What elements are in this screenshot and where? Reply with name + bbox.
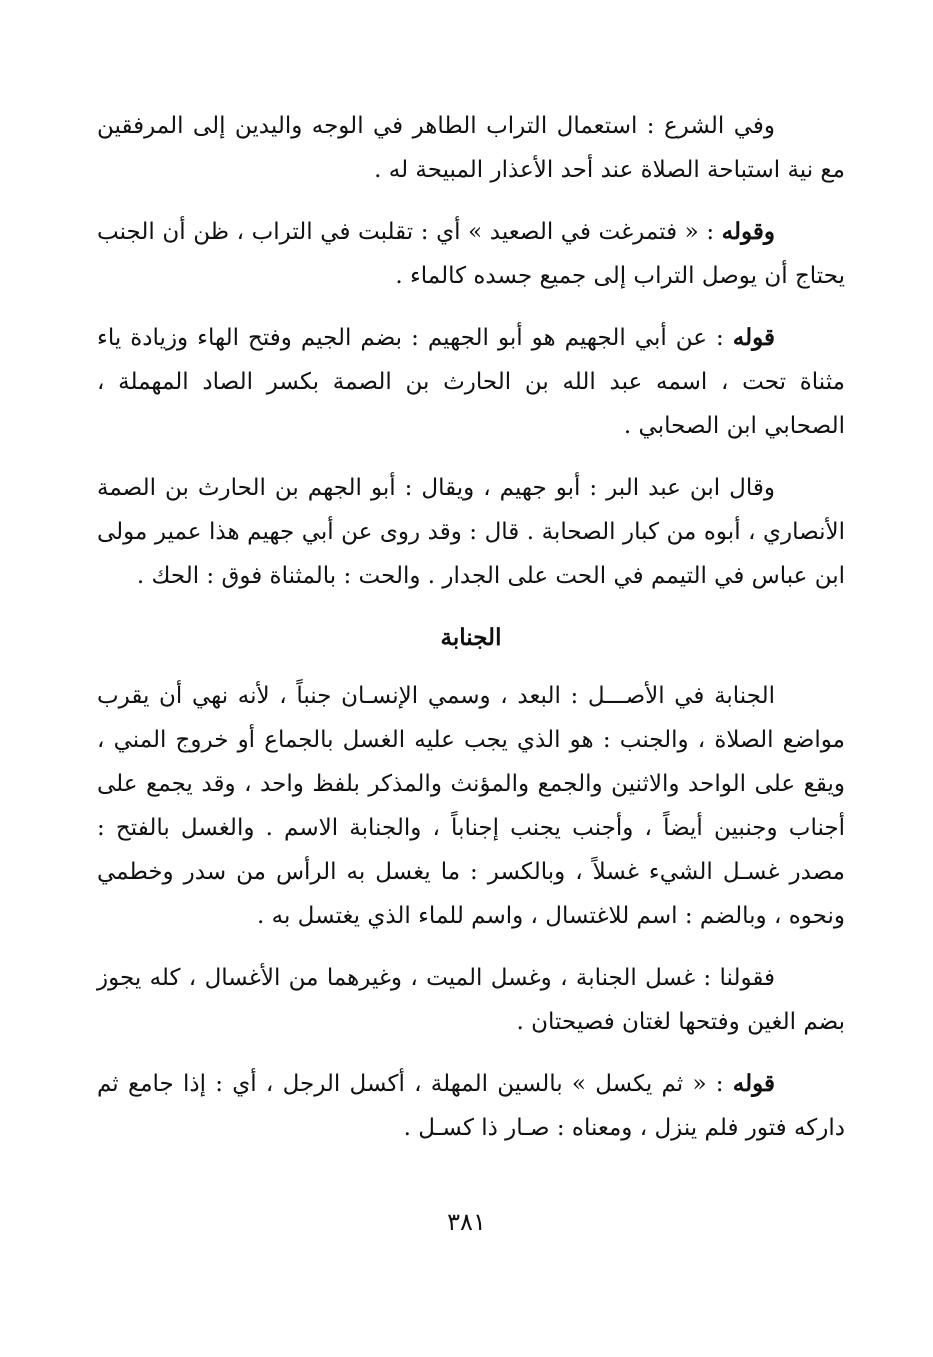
paragraph-text: وقال ابن عبد البر : أبو جهيم ، ويقال : أبو الجهم بن الحارث بن الصمة الأنصاري ، أبوه من كبار الصحابة . قال : وقد روى عن أبي جهيم هذا عمير مولى ابن عباس في التيمم في الحت على الجدار . والحت : بالمثناة فوق : الحك . xyxy=(97,475,845,589)
paragraph-keyword: وقوله xyxy=(721,218,775,245)
paragraph-ibn-abd-al-barr xyxy=(97,466,845,598)
paragraph-text: : « فتمرغت في الصعيد » أي : تقلبت في التراب ، ظن أن الجنب يحتاج أن يوصل التراب إلى جميع جسده كالماء . xyxy=(97,219,845,289)
paragraph-yuksil xyxy=(97,1062,845,1150)
paragraph-abu-al-juhaym xyxy=(97,316,845,448)
paragraph-text: فقولنا : غسل الجنابة ، وغسل الميت ، وغيرهما من الأغسال ، كله يجوز بضم الغين وفتحها لغتان فصيحتان . xyxy=(97,965,845,1035)
paragraph-tayammum-definition xyxy=(97,104,845,192)
paragraph-text: وفي الشرع : استعمال التراب الطاهر في الوجه واليدين إلى المرفقين مع نية استباحة الصلاة عند أحد الأعذار المبيحة له . xyxy=(97,113,845,183)
page-number: ٣٨١ xyxy=(447,1208,486,1236)
paragraph-janaba-definition xyxy=(97,674,845,938)
paragraph-keyword: قوله xyxy=(732,1070,775,1097)
paragraph-keyword: قوله xyxy=(732,324,775,351)
paragraph-text: : « ثم يكسل » بالسين المهلة ، أكسل الرجل ، أي : إذا جامع ثم داركه فتور فلم ينزل ، ومعناه : صـار ذا كسـل . xyxy=(97,1071,845,1141)
paragraph-text: الجنابة في الأصـــل : البعد ، وسمي الإنسـان جنباً ، لأنه نهي أن يقرب مواضع الصلاة ، والجنب : هو الذي يجب عليه الغسل بالجماع أو خروج المني ، ويقع على الواحد والاثنين والجمع والمؤنث والمذكر بلفظ واحد ، وقد يجمع على أجناب وجنبين أيضاً ، وأجنب يجنب إجناباً ، والجنابة الاسم . والغسل بالفتح : مصدر غسـل الشيء غسلاً ، وبالكسر : ما يغسل به الرأس من سدر وخطمي ونحوه ، وبالضم : اسم للاغتسال ، واسم للماء الذي يغتسل به . xyxy=(97,683,845,929)
paragraph-text: : عن أبي الجهيم هو أبو الجهيم : بضم الجيم وفتح الهاء وزيادة ياء مثناة تحت ، اسمه عبد الله بن الحارث بن الصمة بكسر الصاد المهملة ، الصحابي ابن الصحابي . xyxy=(97,325,845,439)
document-page xyxy=(97,104,845,1168)
paragraph-tamarraghtu xyxy=(97,210,845,298)
paragraph-ghusl xyxy=(97,956,845,1044)
section-heading: الجنابة xyxy=(440,624,502,651)
